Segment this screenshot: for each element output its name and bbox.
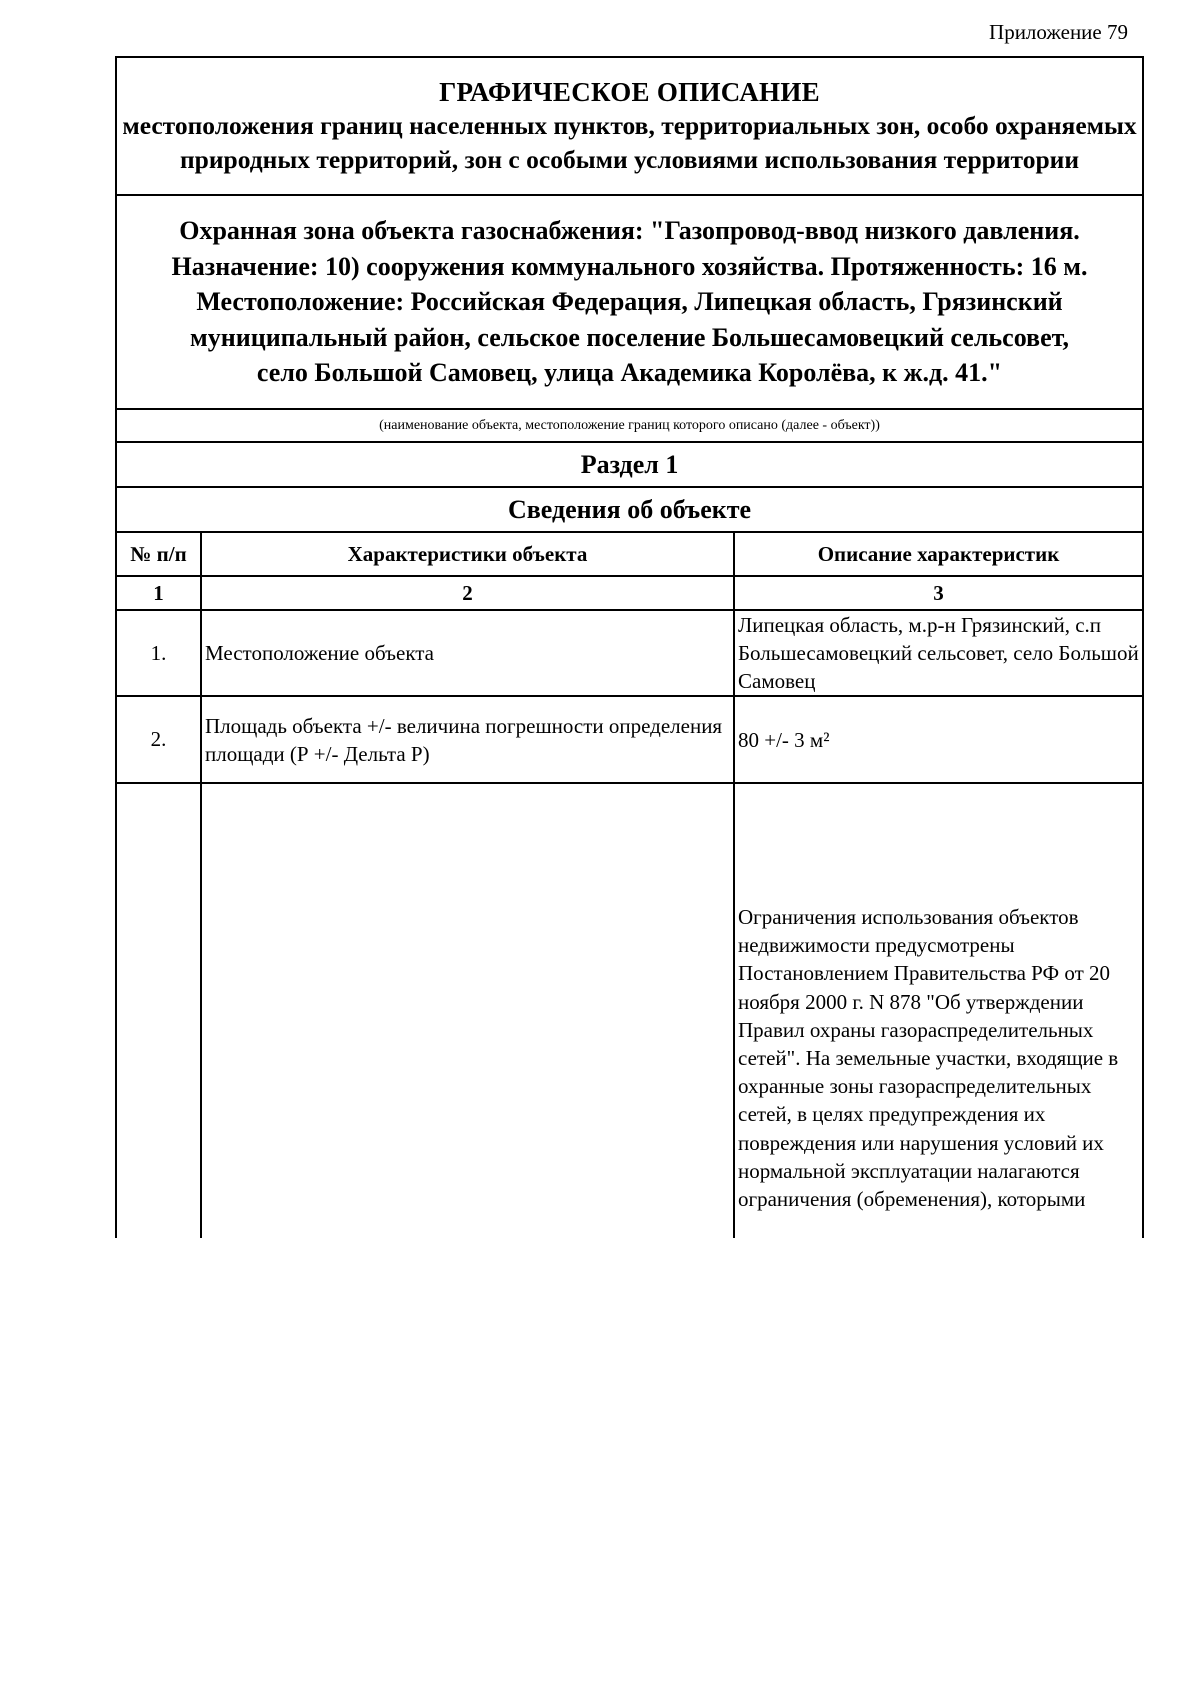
header-description: Описание характеристик — [734, 532, 1143, 576]
appendix-label: Приложение 79 — [989, 20, 1128, 44]
object-name-row — [116, 195, 1143, 409]
object-name-line: село Большой Самовец, улица Академика Королёва, к ж.д. 41." — [256, 358, 1003, 388]
object-name-line: Охранная зона объекта газоснабжения: "Газопровод-ввод низкого давления. — [179, 216, 1080, 246]
table-row — [116, 610, 1143, 696]
restrictions-text: Ограничения использования объектов недвижимости предусмотрены Постановлением Правительства РФ от 20 ноября 2000 г. N 878 "Об утверждении Правил охраны газораспределительных сетей". На земельные участки, входящие в охранные зоны газораспределительных сетей, в целях предупреждения их повреждения или нарушения условий их нормальной эксплуатации налагаются ограничения (обременения), которыми — [738, 905, 1119, 1212]
section-number: Раздел 1 — [116, 442, 1143, 487]
section-number-row — [116, 442, 1143, 487]
column-number: 3 — [734, 576, 1143, 610]
object-caption: (наименование объекта, местоположение границ которого описано (далее - объект)) — [116, 409, 1143, 442]
title-cell — [116, 57, 1143, 195]
table-header-row — [116, 532, 1143, 576]
row-number — [116, 783, 201, 1238]
header-characteristic: Характеристики объекта — [201, 532, 734, 576]
row-number: 2. — [116, 696, 201, 783]
row-description: 80 +/- 3 м² — [734, 696, 1143, 783]
title-row — [116, 57, 1143, 195]
object-name-line: Назначение: 10) сооружения коммунального хозяйства. Протяженность: 16 м. — [171, 251, 1088, 281]
object-name — [116, 195, 1143, 409]
row-description — [734, 783, 1143, 1238]
column-number: 1 — [116, 576, 201, 610]
column-number: 2 — [201, 576, 734, 610]
row-description: Липецкая область, м.р-н Грязинский, с.п Большесамовецкий сельсовет, село Большой Самовец — [734, 610, 1143, 696]
table-row — [116, 783, 1143, 1238]
header-number: № п/п — [116, 532, 201, 576]
row-characteristic: Площадь объекта +/- величина погрешности определения площади (Р +/- Дельта Р) — [201, 696, 734, 783]
section-title: Сведения об объекте — [116, 487, 1143, 532]
row-characteristic: Местоположение объекта — [201, 610, 734, 696]
row-characteristic — [201, 783, 734, 1238]
object-name-line: муниципальный район, сельское поселение Большесамовецкий сельсовет, — [190, 322, 1069, 352]
column-number-row — [116, 576, 1143, 610]
object-name-line: Местоположение: Российская Федерация, Липецкая область, Грязинский — [196, 287, 1063, 317]
document-title: ГРАФИЧЕСКОЕ ОПИСАНИЕ — [439, 76, 820, 107]
object-caption-row — [116, 409, 1143, 442]
row-number: 1. — [116, 610, 201, 696]
section-title-row — [116, 487, 1143, 532]
table-row — [116, 696, 1143, 783]
document-subtitle: местоположения границ населенных пунктов, территориальных зон, особо охраняемых природных территорий, зон с особыми условиями использования территории — [122, 110, 1137, 174]
graphic-description-table — [115, 56, 1144, 1238]
